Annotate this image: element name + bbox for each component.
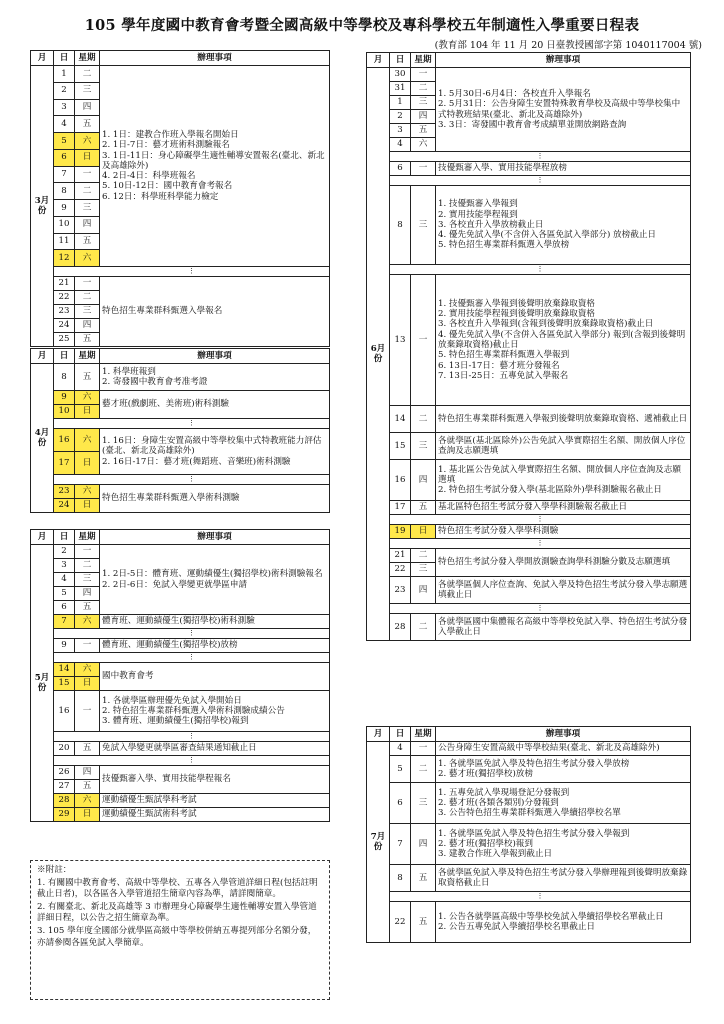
- weekday-cell: 六: [75, 663, 100, 677]
- weekday-cell: 五: [75, 742, 100, 756]
- header-events: 辦理事項: [436, 727, 691, 742]
- events-cell: 基北區特色招生考試分發入學學科測驗報名截止日: [436, 501, 691, 515]
- weekday-cell: 五: [75, 364, 100, 391]
- event-item: 4. 優先免試入學(不含併入各區免試入學部分) 放榜截止日: [438, 230, 657, 241]
- header-events: 辦理事項: [100, 530, 330, 545]
- event-item: 3. 各校直升入學報到(含報到後聲明放棄錄取資格)截止日: [438, 319, 654, 330]
- footnote-item: 2. 有關臺北、新北及高雄等 3 市辦理身心障礙學生適性輔導安置入學管道詳細日程，以公告之招生簡章為準。: [37, 901, 317, 924]
- ellipsis-row: ⋮: [54, 419, 330, 429]
- day-cell: 30: [390, 68, 411, 82]
- events-cell: 免試入學變更就學區審查結果通知截止日: [100, 742, 330, 756]
- event-item: 5. 特色招生專業群科甄選入學報到: [438, 350, 570, 361]
- events-cell: [436, 756, 691, 783]
- day-cell: 22: [390, 563, 411, 577]
- day-cell: 23: [54, 485, 75, 499]
- ellipsis-row: ⋮: [390, 152, 691, 162]
- events-cell: [436, 460, 691, 501]
- weekday-cell: 二: [411, 614, 436, 641]
- weekday-cell: 日: [75, 808, 100, 822]
- day-cell: 4: [54, 116, 75, 133]
- day-cell: 7: [390, 824, 411, 865]
- event-item: 1. 各就學區免試入學及特色招生考試分發入學放榜: [438, 758, 630, 769]
- weekday-cell: 六: [75, 615, 100, 629]
- weekday-cell: 五: [411, 501, 436, 515]
- header-month: 月: [367, 53, 390, 68]
- day-cell: 15: [54, 677, 75, 691]
- weekday-cell: 三: [411, 186, 436, 265]
- weekday-cell: 一: [411, 68, 436, 82]
- day-cell: 4: [390, 138, 411, 152]
- weekday-cell: 五: [411, 124, 436, 138]
- day-cell: 3: [54, 559, 75, 573]
- event-item: 2. 1日-7日：藝才班術科測驗報名: [102, 140, 230, 151]
- weekday-cell: 日: [75, 499, 100, 513]
- day-cell: 9: [54, 639, 75, 653]
- footnote-box: [30, 860, 330, 1000]
- header-events: 辦理事項: [436, 53, 691, 68]
- weekday-cell: 四: [411, 460, 436, 501]
- events-cell: [100, 429, 330, 475]
- weekday-cell: 三: [411, 783, 436, 824]
- weekday-cell: 三: [75, 82, 100, 99]
- day-cell: 22: [390, 902, 411, 943]
- weekday-cell: 日: [75, 149, 100, 166]
- day-cell: 6: [54, 149, 75, 166]
- event-item: 1. 科學班報到: [102, 366, 156, 377]
- day-cell: 17: [390, 501, 411, 515]
- day-cell: 22: [54, 291, 75, 305]
- day-cell: 16: [54, 691, 75, 732]
- day-cell: 4: [390, 742, 411, 756]
- month-label: 6月份: [367, 68, 390, 641]
- day-cell: 2: [54, 82, 75, 99]
- day-cell: 7: [54, 615, 75, 629]
- events-cell: [100, 364, 330, 391]
- weekday-cell: 三: [75, 573, 100, 587]
- events-cell: [100, 691, 330, 732]
- event-item: 3. 3日：寄發國中教育會考成績單並開放網路查詢: [438, 119, 627, 130]
- day-cell: 10: [54, 405, 75, 419]
- day-cell: 7: [54, 166, 75, 183]
- events-cell: 特色招生專業群科甄選入學報名: [100, 277, 330, 347]
- event-item: 1. 五專免試入學現場登記分發報到: [438, 787, 570, 798]
- day-cell: 16: [390, 460, 411, 501]
- weekday-cell: 一: [75, 691, 100, 732]
- weekday-cell: 二: [411, 756, 436, 783]
- events-cell: 技優甄審入學、實用技能學程報名: [100, 766, 330, 794]
- weekday-cell: 二: [411, 82, 436, 96]
- weekday-cell: 二: [411, 406, 436, 433]
- event-item: 1. 基北區公告免試入學實際招生名額、開放個人序位查詢及志願選填: [438, 464, 681, 485]
- ellipsis-row: ⋮: [390, 265, 691, 275]
- event-item: 1. 16日：身障生安置高級中等學校集中式特教班能力評估(臺北、新北及高雄除外): [102, 436, 322, 457]
- events-cell: 運動績優生甄試學科考試: [100, 794, 330, 808]
- day-cell: 23: [390, 577, 411, 604]
- june-table: [366, 52, 691, 641]
- header-weekday: 星期: [411, 727, 436, 742]
- day-cell: 13: [390, 275, 411, 406]
- day-cell: 2: [54, 545, 75, 559]
- weekday-cell: 二: [75, 66, 100, 83]
- events-cell: 國中教育會考: [100, 663, 330, 691]
- weekday-cell: 五: [75, 333, 100, 347]
- event-item: 2. 5月31日：公告身障生安置特殊教育學校及高級中等學校集中式特教班結果(臺北、新北及高雄除外): [438, 99, 681, 120]
- weekday-cell: 日: [75, 677, 100, 691]
- event-item: 6. 12日：科學班科學能力檢定: [102, 191, 219, 202]
- day-cell: 5: [390, 756, 411, 783]
- header-weekday: 星期: [75, 349, 100, 364]
- event-item: 1. 各就學區免試入學及特色招生考試分發入學報到: [438, 828, 630, 839]
- header-weekday: 星期: [411, 53, 436, 68]
- day-cell: 14: [390, 406, 411, 433]
- event-item: 5. 10日-12日：國中教育會考報名: [102, 181, 233, 192]
- document-reference: (教育部 104 年 11 月 20 日臺教授國部字第 1040117004 號): [434, 40, 702, 51]
- day-cell: 3: [54, 99, 75, 116]
- weekday-cell: 一: [411, 162, 436, 176]
- day-cell: 29: [54, 808, 75, 822]
- day-cell: 28: [54, 794, 75, 808]
- ellipsis-row: ⋮: [390, 892, 691, 902]
- weekday-cell: 四: [411, 824, 436, 865]
- day-cell: 23: [54, 305, 75, 319]
- day-cell: 5: [54, 133, 75, 150]
- event-item: 2. 藝才班(獨招學校)報到: [438, 838, 533, 849]
- events-cell: [436, 68, 691, 152]
- day-cell: 12: [54, 250, 75, 267]
- weekday-cell: 六: [75, 391, 100, 405]
- day-cell: 6: [390, 162, 411, 176]
- ellipsis-row: ⋮: [390, 539, 691, 549]
- event-item: 2. 16日-17日：藝才班(舞蹈班、音樂班)術科測驗: [102, 456, 291, 467]
- event-item: 3. 體育班、運動績優生(獨招學校)報到: [102, 716, 249, 727]
- weekday-cell: 日: [75, 452, 100, 475]
- events-cell: 藝才班(戲劇班、美術班)術科測驗: [100, 391, 330, 419]
- ellipsis-row: ⋮: [390, 176, 691, 186]
- weekday-cell: 一: [411, 275, 436, 406]
- day-cell: 4: [54, 573, 75, 587]
- event-item: 1. 各就學區辦理優先免試入學開始日: [102, 695, 242, 706]
- events-cell: 特色招生考試分發入學開放測驗查詢學科測驗分數及志願選填: [436, 549, 691, 577]
- header-month: 月: [367, 727, 390, 742]
- weekday-cell: 一: [75, 277, 100, 291]
- ellipsis-row: ⋮: [390, 515, 691, 525]
- event-item: 1. 5月30日-6月4日：各校直升入學報名: [438, 88, 591, 99]
- day-cell: 25: [54, 333, 75, 347]
- day-cell: 21: [390, 549, 411, 563]
- weekday-cell: 一: [75, 639, 100, 653]
- weekday-cell: 三: [411, 433, 436, 460]
- events-cell: 各就學區個人序位查詢、免試入學及特色招生考試分發入學志願選填截止日: [436, 577, 691, 604]
- day-cell: 1: [54, 66, 75, 83]
- events-cell: 運動績優生甄試術科考試: [100, 808, 330, 822]
- day-cell: 6: [54, 601, 75, 615]
- weekday-cell: 四: [75, 766, 100, 780]
- events-cell: [436, 275, 691, 406]
- weekday-cell: 一: [75, 166, 100, 183]
- event-item: 1. 技優甄審入學報到後聲明放棄錄取資格: [438, 298, 596, 309]
- events-cell: 各就學區免試入學及特色招生考試分發入學辦理報到後聲明放棄錄取資格截止日: [436, 865, 691, 892]
- event-item: 1. 1日：建教合作班入學報名開始日: [102, 129, 239, 140]
- events-cell: 公告身障生安置高級中等學校結果(臺北、新北及高雄除外): [436, 742, 691, 756]
- events-cell: 體育班、運動績優生(獨招學校)放榜: [100, 639, 330, 653]
- event-item: 1. 公告各就學區高級中等學校免試入學續招學校名單截止日: [438, 911, 664, 922]
- weekday-cell: 四: [75, 319, 100, 333]
- day-cell: 11: [54, 233, 75, 250]
- weekday-cell: 三: [411, 563, 436, 577]
- weekday-cell: 一: [75, 545, 100, 559]
- header-events: 辦理事項: [100, 349, 330, 364]
- event-item: 6. 13日-17日：藝才班分發報名: [438, 360, 560, 371]
- events-cell: 各就學區國中集體報名高級中等學校免試入學、特色招生考試分發入學截止日: [436, 614, 691, 641]
- weekday-cell: 一: [411, 742, 436, 756]
- header-weekday: 星期: [75, 530, 100, 545]
- weekday-cell: 二: [75, 559, 100, 573]
- day-cell: 31: [390, 82, 411, 96]
- header-weekday: 星期: [75, 51, 100, 66]
- day-cell: 27: [54, 780, 75, 794]
- month-label: 5月份: [31, 545, 54, 822]
- day-cell: 9: [54, 200, 75, 217]
- weekday-cell: 四: [75, 587, 100, 601]
- month-label: 7月份: [367, 742, 390, 943]
- event-item: 3. 建教合作班入學報到截止日: [438, 849, 553, 860]
- day-cell: 26: [54, 766, 75, 780]
- day-cell: 20: [54, 742, 75, 756]
- footnote-title: ※附註：: [37, 865, 72, 875]
- march-table: [30, 50, 330, 347]
- events-cell: [436, 186, 691, 265]
- event-item: 4. 2日-4日：科學班報名: [102, 171, 196, 182]
- weekday-cell: 五: [411, 865, 436, 892]
- weekday-cell: 六: [75, 794, 100, 808]
- events-cell: 特色招生專業群科甄選入學報到後聲明放棄錄取資格、遞補截止日: [436, 406, 691, 433]
- events-cell: [100, 66, 330, 267]
- event-item: 3. 1日-11日：身心障礙學生適性輔導安置報名(臺北、新北及高雄除外): [102, 150, 325, 171]
- weekday-cell: 二: [75, 183, 100, 200]
- header-day: 日: [390, 53, 411, 68]
- day-cell: 8: [390, 186, 411, 265]
- weekday-cell: 六: [75, 429, 100, 452]
- event-item: 2. 特色招生專業群科甄選入學術科測驗成績公告: [102, 705, 285, 716]
- events-cell: 特色招生考試分發入學學科測驗: [436, 525, 691, 539]
- day-cell: 21: [54, 277, 75, 291]
- day-cell: 3: [390, 124, 411, 138]
- weekday-cell: 五: [75, 780, 100, 794]
- ellipsis-row: ⋮: [54, 267, 330, 277]
- weekday-cell: 四: [411, 110, 436, 124]
- month-label: 3月份: [31, 66, 54, 347]
- event-item: 2. 特色招生考試分發入學(基北區除外)學科測驗報名截止日: [438, 485, 662, 496]
- ellipsis-row: ⋮: [390, 604, 691, 614]
- event-item: 7. 13日-25日：五專免試入學報名: [438, 370, 569, 381]
- event-item: 2. 藝才班(各類各類別)分發報到: [438, 797, 559, 808]
- weekday-cell: 六: [75, 250, 100, 267]
- events-cell: 體育班、運動績優生(獨招學校)術科測驗: [100, 615, 330, 629]
- day-cell: 2: [390, 110, 411, 124]
- header-month: 月: [31, 51, 54, 66]
- day-cell: 17: [54, 452, 75, 475]
- events-cell: [100, 545, 330, 615]
- header-month: 月: [31, 530, 54, 545]
- footnote-item: 1. 有關國中教育會考、高級中等學校、五專各入學管道詳細日程(包括註明截止日者)，以各區各入學管道招生簡章內容為準，請詳閱簡章。: [37, 877, 318, 900]
- header-day: 日: [390, 727, 411, 742]
- ellipsis-row: ⋮: [54, 732, 330, 742]
- weekday-cell: 四: [75, 216, 100, 233]
- day-cell: 16: [54, 429, 75, 452]
- weekday-cell: 三: [75, 200, 100, 217]
- footnote-item: 3. 105 學年度全國部分就學區高級中等學校併納五專提列部分名額分發，亦請參閱各區免試入學簡章。: [37, 925, 317, 948]
- event-item: 2. 2日-6日：免試入學變更就學區申請: [102, 579, 248, 590]
- events-cell: [436, 824, 691, 865]
- weekday-cell: 五: [75, 601, 100, 615]
- weekday-cell: 六: [411, 138, 436, 152]
- day-cell: 14: [54, 663, 75, 677]
- header-events: 辦理事項: [100, 51, 330, 66]
- weekday-cell: 五: [75, 116, 100, 133]
- weekday-cell: 四: [75, 99, 100, 116]
- july-table: [366, 726, 691, 943]
- day-cell: 19: [390, 525, 411, 539]
- day-cell: 24: [54, 499, 75, 513]
- header-day: 日: [54, 51, 75, 66]
- day-cell: 8: [54, 364, 75, 391]
- event-item: 5. 特色招生專業群科甄選入學放榜: [438, 240, 570, 251]
- ellipsis-row: ⋮: [54, 475, 330, 485]
- day-cell: 9: [54, 391, 75, 405]
- events-cell: [436, 902, 691, 943]
- header-month: 月: [31, 349, 54, 364]
- day-cell: 1: [390, 96, 411, 110]
- event-item: 2. 藝才班(獨招學校)放榜: [438, 769, 533, 779]
- weekday-cell: 五: [411, 902, 436, 943]
- day-cell: 10: [54, 216, 75, 233]
- may-table: [30, 529, 330, 822]
- ellipsis-row: ⋮: [54, 653, 330, 663]
- ellipsis-row: ⋮: [54, 629, 330, 639]
- events-cell: [436, 783, 691, 824]
- day-cell: 6: [390, 783, 411, 824]
- day-cell: 8: [54, 183, 75, 200]
- weekday-cell: 日: [411, 525, 436, 539]
- event-item: 3. 各校直升入學放榜截止日: [438, 219, 544, 230]
- day-cell: 24: [54, 319, 75, 333]
- weekday-cell: 六: [75, 485, 100, 499]
- events-cell: 技優甄審入學、實用技能學程放榜: [436, 162, 691, 176]
- event-item: 3. 公告特色招生專業群科甄選入學續招學校名單: [438, 808, 621, 819]
- event-item: 4. 優先免試入學(不含併入各區免試入學部分) 報到(含報到後聲明放棄錄取資格)截止日: [438, 329, 686, 350]
- day-cell: 5: [54, 587, 75, 601]
- event-item: 1. 技優甄審入學報到: [438, 199, 518, 210]
- weekday-cell: 三: [75, 305, 100, 319]
- weekday-cell: 四: [411, 577, 436, 604]
- events-cell: 各就學區(基北區除外)公告免試入學實際招生名額、開放個人序位查詢及志願選填: [436, 433, 691, 460]
- event-item: 1. 2日-5日：體育班、運動績優生(獨招學校)術科測驗報名: [102, 569, 323, 580]
- event-item: 2. 公告五專免試入學續招學校名單截止日: [438, 922, 596, 932]
- event-item: 2. 實用技能學程報到後聲明放棄錄取資格: [438, 309, 596, 320]
- event-item: 2. 寄發國中教育會考准考證: [102, 377, 208, 387]
- ellipsis-row: ⋮: [54, 756, 330, 766]
- event-item: 2. 實用技能學程報到: [438, 209, 518, 220]
- weekday-cell: 六: [75, 133, 100, 150]
- day-cell: 28: [390, 614, 411, 641]
- header-day: 日: [54, 349, 75, 364]
- events-cell: 特色招生專業群科甄選入學術科測驗: [100, 485, 330, 513]
- april-table: [30, 348, 330, 513]
- weekday-cell: 二: [411, 549, 436, 563]
- day-cell: 8: [390, 865, 411, 892]
- weekday-cell: 二: [75, 291, 100, 305]
- weekday-cell: 三: [411, 96, 436, 110]
- page-title: 105 學年度國中教育會考暨全國高級中等學校及專科學校五年制適性入學重要日程表: [84, 17, 640, 34]
- weekday-cell: 五: [75, 233, 100, 250]
- day-cell: 15: [390, 433, 411, 460]
- header-day: 日: [54, 530, 75, 545]
- month-label: 4月份: [31, 364, 54, 513]
- weekday-cell: 日: [75, 405, 100, 419]
